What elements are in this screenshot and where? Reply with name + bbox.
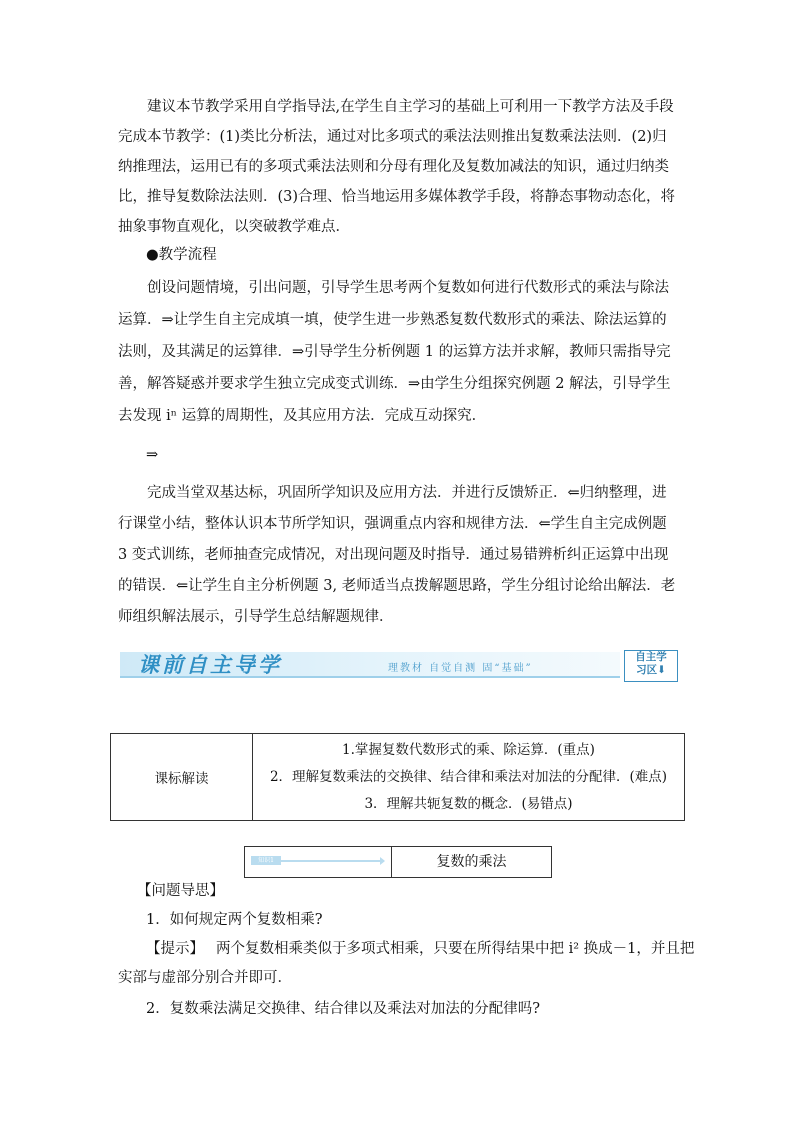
problem-guide-heading: 【问题导思】 (137, 883, 224, 899)
banner-title: 课前自主导学 (138, 652, 282, 677)
question-1: 1．如何规定两个复数相乘? (146, 912, 323, 928)
standard-item-3: 3．理解共轭复数的概念．(易错点) (364, 795, 573, 812)
hint-text: 两个复数相乘类似于多项式相乘，只要在所得结果中把 i² 换成－1，并且把 (216, 941, 695, 957)
knowledge-point-header (244, 846, 552, 878)
intro-paragraph-3: 完成当堂双基达标，巩固所学知识及应用方法．并进行反馈矫正．⇐归纳整理，进行课堂小结，整体认识本节所学知识，强调重点内容和规律方法．⇐学生自主完成例题 3 变式训练，老师抽查完成情况，对出现问题及时指导．通过易错辨析纠正运算中出现的错误．⇐让学生自主分析例题 3, 老师适当点拨解题思路，学生分组讨论给出解法．老师组织解法展示，引导学生总结解题规律． (118, 485, 676, 625)
standard-items (253, 734, 685, 821)
section-title: 复数的乘法 (436, 854, 507, 870)
intro-paragraph-1: 建议本节教学采用自学指导法,在学生自主学习的基础上可利用一下教学方法及手段完成本节教学：(1)类比分析法，通过对比多项式的乘法法则推出复数乘法法则．(2)归纳推理法，运用已有的多项式乘法法则和分母有理化及复数加减法的知识，通过归纳类比，推导复数除法法则．(3)合理、恰当地运用多媒体教学手段，将静态事物动态化，将抽象事物直观化，以突破教学难点． (118, 99, 676, 235)
banner-subtitle: 理教材 自觉自测 固“基础” (388, 663, 533, 674)
standard-item-2: 2．理解复数乘法的交换律、结合律和乘法对加法的分配律．(难点) (269, 768, 668, 785)
flow-arrow: ⇒ (146, 447, 159, 463)
hint-label: 【提示】 (146, 941, 204, 957)
teaching-flow-heading: ●教学流程 (146, 247, 217, 263)
knowledge-tag-cell (245, 847, 392, 877)
badge-line-2: 习区⬇ (636, 664, 666, 676)
hint-line (146, 938, 694, 960)
curriculum-standard-table (110, 733, 685, 821)
question-2: 2．复数乘法满足交换律、结合律以及乘法对加法的分配律吗? (146, 1001, 540, 1017)
pre-class-banner (120, 648, 680, 684)
self-study-area-badge (624, 650, 678, 682)
arrow-right-icon (281, 860, 381, 862)
intro-paragraph-2: 创设问题情境，引出问题，引导学生思考两个复数如何进行代数形式的乘法与除法运算．⇒让学生自主完成填一填，使学生进一步熟悉复数代数形式的乘法、除法运算的法则，及其满足的运算律．⇒引导学生分析例题 1 的运算方法并求解，教师只需指导完善，解答疑惑并要求学生独立完成变式训练．⇒由学生分组探究例题 2 解法，引导学生去发现 iⁿ 运算的周期性，及其应用方法．完成互动探究． (118, 280, 671, 424)
badge-line-1: 自主学 (635, 651, 667, 663)
hint-continuation: 实部与虚部分别合并即可． (118, 970, 292, 986)
knowledge-tag: 知识1 (251, 856, 281, 865)
standard-item-1: 1.掌握复数代数形式的乘、除运算．(重点) (342, 741, 595, 758)
standard-label: 课标解读 (111, 734, 253, 821)
